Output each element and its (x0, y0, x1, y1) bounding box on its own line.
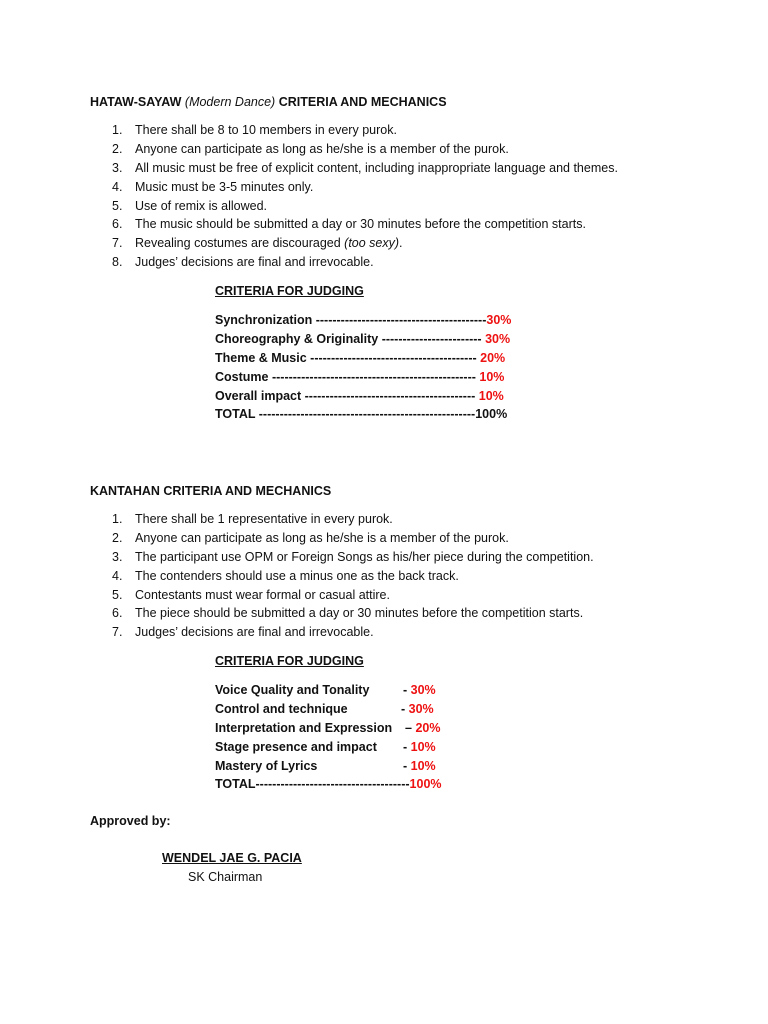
signatory-title: SK Chairman (188, 870, 263, 884)
list-text: Music must be 3-5 minutes only. (135, 179, 314, 194)
criteria-dashes: ----------------------------------------- (301, 388, 479, 403)
list-text: The music should be submitted a day or 30 minutes before the competition starts. (135, 217, 586, 232)
list-number: 8. (112, 255, 123, 270)
list-text: There shall be 1 representative in every purok. (135, 512, 393, 526)
list-text: Anyone can participate as long as he/she is a member of the purok. (135, 141, 509, 156)
list-number: 6. (112, 217, 123, 232)
list-number: 7. (112, 625, 123, 640)
criteria-dash: - (403, 683, 411, 697)
list-text: The contenders should use a minus one as the back track. (135, 568, 459, 583)
criteria-dash: - (401, 701, 409, 716)
criteria-total-row (215, 405, 511, 424)
criteria-label: Voice Quality and Tonality (215, 683, 370, 697)
total-label: TOTAL (215, 777, 256, 792)
list-text: Revealing costumes are discouraged (135, 236, 345, 251)
criteria-label: Synchronization (215, 313, 313, 327)
list-item (90, 234, 618, 253)
criteria-dashes: ------------------------------------------------- (268, 369, 480, 384)
list-item (90, 253, 618, 272)
criteria-label: Stage presence and impact (215, 739, 377, 754)
criteria-dashes: ------------------------ (378, 331, 486, 346)
list-item (90, 159, 618, 178)
list-text: There shall be 8 to 10 members in every purok. (135, 123, 397, 137)
criteria-row (215, 738, 442, 757)
criteria-dashes: ---------------------------------------- (306, 350, 481, 365)
criteria-percent: 20% (415, 720, 441, 735)
list-number: 7. (112, 236, 123, 251)
criteria-percent: 30% (486, 313, 512, 327)
list-item (90, 604, 594, 623)
criteria-label: Interpretation and Expression (215, 720, 393, 735)
criteria-label: Costume (215, 369, 269, 384)
list-item (90, 140, 618, 159)
criteria-percent: 10% (410, 758, 436, 773)
criteria-dash: – (405, 720, 416, 735)
list-text: The piece should be submitted a day or 30 minutes before the competition starts. (135, 606, 584, 621)
criteria-row (215, 719, 442, 738)
list-item (90, 548, 594, 567)
criteria-row (215, 700, 442, 719)
criteria-percent: 30% (485, 331, 511, 346)
criteria-percent: 10% (478, 388, 504, 403)
list-item (90, 121, 618, 140)
criteria-percent: 20% (480, 350, 506, 365)
criteria-percent: 10% (479, 369, 505, 384)
criteria-percent: 30% (408, 701, 434, 716)
kantahan-heading: KANTAHAN CRITERIA AND MECHANICS (90, 484, 332, 498)
list-text-italic: (too sexy) (344, 236, 400, 251)
criteria-dashes: ----------------------------------------- (312, 313, 487, 327)
list-number: 1. (112, 512, 123, 526)
criteria-row (215, 681, 442, 700)
list-item (90, 197, 618, 216)
list-text: Contestants must wear formal or casual attire. (135, 587, 390, 602)
list-item (90, 623, 594, 642)
list-text-end: . (399, 236, 403, 251)
list-number: 2. (112, 141, 123, 156)
total-dashes: ------------------------------------- (255, 777, 410, 792)
list-number: 1. (112, 123, 123, 137)
criteria-label: Theme & Music (215, 350, 307, 365)
list-text: Use of remix is allowed. (135, 198, 267, 213)
list-text: The participant use OPM or Foreign Songs as his/her piece during the competition. (135, 549, 594, 564)
criteria-percent: 10% (410, 739, 436, 754)
approved-by-label: Approved by: (90, 814, 171, 828)
criteria-percent: 30% (410, 683, 436, 697)
list-item (90, 510, 594, 529)
total-percent: 100% (409, 777, 442, 792)
hataw-heading (90, 95, 447, 109)
list-text: Anyone can participate as long as he/she is a member of the purok. (135, 530, 509, 545)
total-label: TOTAL (215, 407, 256, 422)
criteria-row (215, 330, 511, 349)
list-text: Judges’ decisions are final and irrevocable. (135, 255, 374, 270)
total-percent: 100% (475, 407, 508, 422)
list-number: 3. (112, 160, 123, 175)
criteria-row (215, 349, 511, 368)
criteria-row (215, 387, 511, 406)
signatory-name: WENDEL JAE G. PACIA (162, 851, 302, 865)
kantahan-criteria-title: CRITERIA FOR JUDGING (215, 654, 364, 668)
criteria-total-row (215, 775, 442, 794)
kantahan-rules-list (90, 510, 594, 642)
hataw-criteria-title: CRITERIA FOR JUDGING (215, 284, 364, 298)
criteria-row (215, 368, 511, 387)
list-item (90, 586, 594, 605)
list-item (90, 215, 618, 234)
hataw-heading-suffix: CRITERIA AND MECHANICS (275, 95, 447, 109)
list-number: 5. (112, 198, 123, 213)
criteria-label: Choreography & Originality (215, 331, 379, 346)
list-item (90, 567, 594, 586)
list-number: 4. (112, 568, 123, 583)
criteria-dash: - (403, 758, 411, 773)
hataw-rules-list (90, 121, 618, 272)
criteria-label: Overall impact (215, 388, 302, 403)
list-text: All music must be free of explicit content, including inappropriate language and themes. (135, 160, 618, 175)
total-dashes: ---------------------------------------------------- (255, 407, 476, 422)
list-number: 6. (112, 606, 123, 621)
hataw-heading-title: HATAW-SAYAW (90, 95, 185, 109)
list-number: 4. (112, 179, 123, 194)
list-item (90, 178, 618, 197)
list-item (90, 529, 594, 548)
criteria-dash: - (403, 739, 411, 754)
list-number: 5. (112, 587, 123, 602)
list-number: 2. (112, 530, 123, 545)
criteria-row (215, 311, 511, 330)
list-text: Judges’ decisions are final and irrevocable. (135, 625, 374, 640)
hataw-heading-subtitle: (Modern Dance) (184, 95, 276, 109)
criteria-label: Control and technique (215, 701, 348, 716)
kantahan-criteria-list (215, 681, 442, 794)
list-number: 3. (112, 549, 123, 564)
criteria-row (215, 757, 442, 776)
hataw-criteria-list (215, 311, 511, 424)
criteria-label: Mastery of Lyrics (215, 758, 318, 773)
